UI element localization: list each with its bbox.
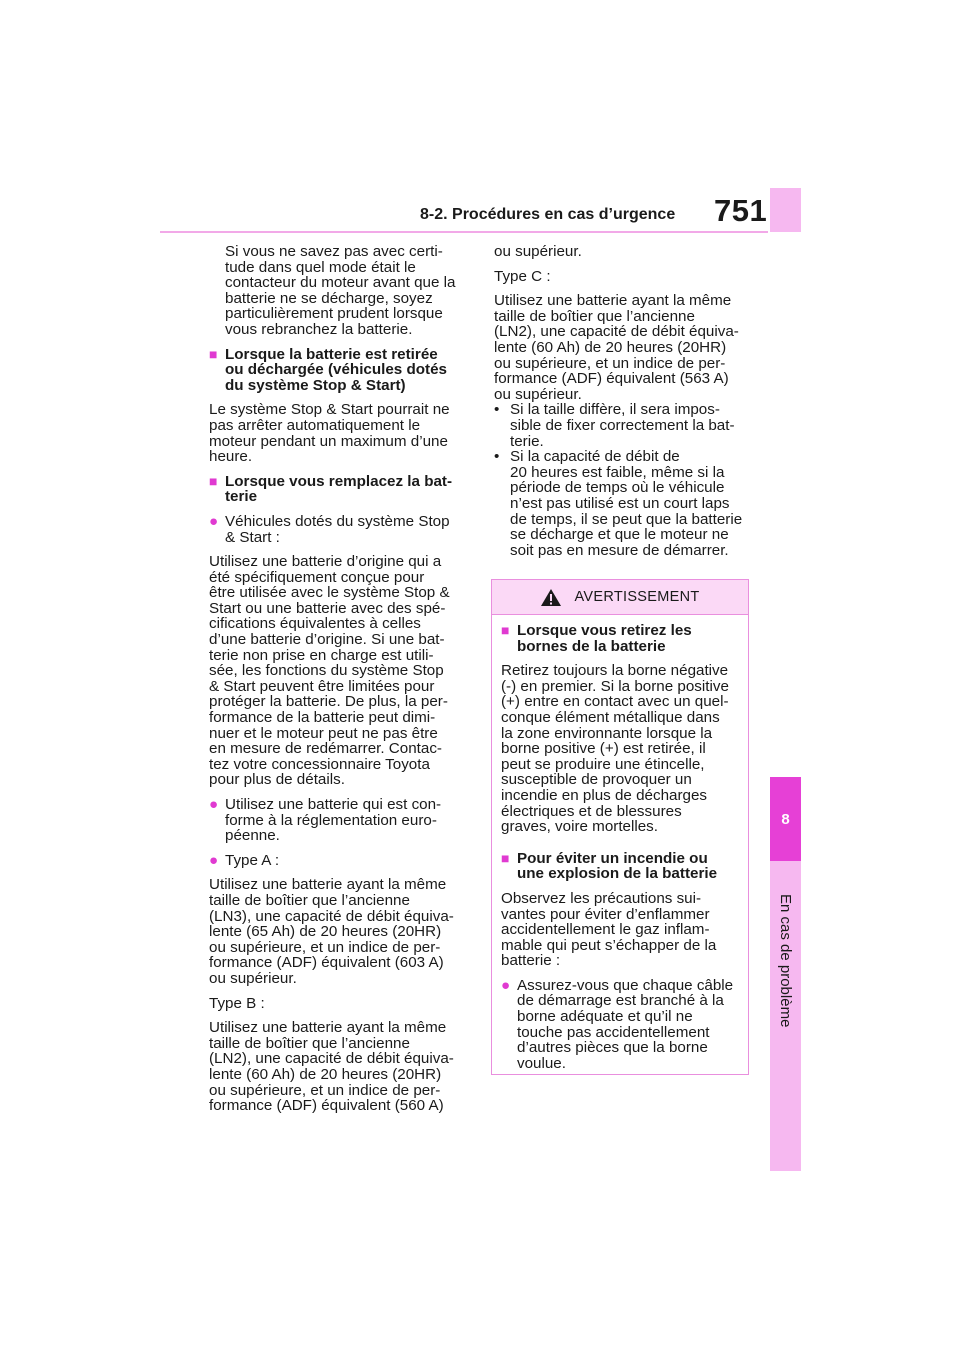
text-line: période de temps où le véhicule (510, 479, 725, 497)
text-line: Utilisez une batterie ayant la même (494, 292, 732, 310)
text-line: péenne. (225, 827, 280, 845)
text-line: mable qui peut s’échapper de la (501, 936, 717, 954)
chapter-title: En cas de problème (777, 894, 794, 1028)
text-line: de temps, il se peut que la batterie (510, 510, 743, 528)
chapter-side-tab (770, 861, 801, 1171)
section-title: 8-2. Procédures en cas d’urgence (420, 206, 676, 223)
text-line: vantes pour éviter d’enflammer (501, 905, 710, 923)
paragraph-type-c (494, 293, 756, 402)
warning-bullet-cables (501, 978, 738, 1072)
text-line: taille de boîtier que l’ancienne (209, 1034, 410, 1052)
text-line: formance de la batterie peut dimi- (209, 709, 436, 727)
text-line: sée, les fonctions du système Stop (209, 662, 444, 680)
text-line: borne adéquate et qu’il ne (517, 1008, 693, 1026)
text-line: formance (ADF) équivalent (560 A) (209, 1097, 444, 1115)
text-line: borne positive (+) est retirée, il (501, 740, 706, 758)
warning-paragraph-fire (501, 891, 738, 969)
text-line: (LN2), une capacité de débit équiva- (209, 1050, 454, 1068)
dot-bullet-icon: • (494, 448, 500, 466)
text-line: cifications équivalentes à celles (209, 615, 421, 633)
text-line: Observez les précautions sui- (501, 889, 702, 907)
text-line: terie. (510, 432, 544, 450)
circle-bullet-icon: ● (209, 512, 219, 530)
text-line: Utilisez une batterie ayant la même (209, 876, 447, 894)
text-line: graves, voire mortelles. (501, 818, 658, 836)
text-line: taille de boîtier que l’ancienne (209, 891, 410, 909)
text-line: en mesure de redémarrer. Contac- (209, 740, 442, 758)
text-line: (-) en premier. Si la borne positive (501, 677, 729, 695)
text-line: peut se produire une étincelle, (501, 755, 705, 773)
text-line: Utilisez une batterie qui est con- (225, 796, 442, 813)
text-line: nuer et le moteur peut ne pas être (209, 724, 438, 742)
text-line: formance (ADF) équivalent (603 A) (209, 954, 444, 972)
text-line: formance (ADF) équivalent (563 A) (494, 370, 729, 388)
side-tab-top (770, 188, 801, 232)
text-line: Pour éviter un incendie ou (517, 849, 708, 867)
text-line: batterie : (501, 952, 561, 970)
square-bullet-icon: ■ (209, 345, 218, 362)
text-line: Si la taille diffère, il sera impos- (510, 401, 720, 419)
text-line: & Start peuvent être limitées pour (209, 677, 435, 695)
text-line: Assurez-vous que chaque câble (517, 976, 734, 994)
text-line: électriques et de blessures (501, 802, 682, 820)
text-line: tez votre concessionnaire Toyota (209, 755, 430, 773)
text-line: bornes de la batterie (517, 637, 666, 655)
heading-replace-battery (209, 474, 471, 505)
text-line: taille de boîtier que l’ancienne (494, 307, 695, 325)
text-line: Si vous ne savez pas avec certi- (225, 243, 443, 260)
text-line: lente (65 Ah) de 20 heures (20HR) (209, 923, 442, 941)
warning-triangle-icon (540, 588, 562, 607)
circle-bullet-icon: ● (501, 976, 511, 994)
bullet-stop-start-vehicles (209, 514, 471, 545)
text-line: lente (60 Ah) de 20 heures (20HR) (494, 338, 727, 356)
chapter-title-wrap (770, 861, 801, 1061)
text-line: ou supérieur. (209, 969, 297, 987)
text-line: (LN3), une capacité de débit équiva- (209, 907, 454, 925)
text-line: vous rebranchez la batterie. (225, 320, 413, 338)
square-bullet-icon: ■ (209, 472, 218, 489)
type-b-label: Type B : (209, 994, 265, 1012)
type-a-label: Type A : (225, 851, 280, 869)
text-line: lente (60 Ah) de 20 heures (20HR) (209, 1065, 442, 1083)
right-column (494, 244, 756, 558)
text-line: (LN2), une capacité de débit équiva- (494, 323, 739, 341)
dot-item-size (494, 402, 756, 449)
chapter-number: 8 (781, 810, 790, 828)
text-line: n’est pas utilisé est un court laps (510, 494, 730, 512)
text-line: ou déchargée (véhicules dotés (225, 361, 447, 379)
circle-bullet-icon: ● (209, 851, 219, 869)
text-line: ou supérieur. (494, 385, 582, 403)
paragraph-type-a (209, 877, 471, 986)
text-line: Lorsque vous remplacez la bat- (225, 472, 453, 490)
text-line: touche pas accidentellement (517, 1023, 710, 1041)
continuation-line: ou supérieur. (494, 243, 582, 260)
text-line: Retirez toujours la borne négative (501, 662, 729, 680)
warning-header (492, 580, 748, 615)
text-line: Utilisez une batterie d’origine qui a (209, 553, 442, 571)
text-line: d’autres pièces que la borne (517, 1039, 708, 1057)
bullet-type-a (209, 853, 471, 869)
text-line: de démarrage est branché à la (517, 992, 724, 1010)
heading-battery-removed (209, 347, 471, 394)
text-line: la zone environnante lorsque la (501, 724, 713, 742)
intro-paragraph (209, 244, 471, 338)
text-line: voulue. (517, 1054, 566, 1072)
text-line: soit pas en mesure de démarrer. (510, 541, 729, 559)
text-line: incendie en plus de décharges (501, 786, 708, 804)
warning-title: AVERTISSEMENT (574, 589, 700, 605)
text-line: tude dans quel mode était le (225, 258, 416, 276)
warning-heading-fire (501, 851, 738, 882)
text-line: susceptible de provoquer un (501, 771, 692, 789)
dot-bullet-icon: • (494, 401, 500, 419)
text-line: Start ou une batterie avec des spé- (209, 599, 446, 617)
header-rule (160, 231, 768, 233)
type-c-label: Type C : (494, 267, 551, 285)
warning-box (491, 579, 749, 1075)
text-line: une explosion de la batterie (517, 865, 718, 883)
text-line: Lorsque vous retirez les (517, 622, 692, 639)
text-line: (+) entre en contact avec un quel- (501, 693, 729, 711)
text-line: d’une batterie d’origine. Si une bat- (209, 631, 445, 649)
text-line: forme à la réglementation euro- (225, 811, 437, 829)
text-line: 20 heures est faible, même si la (510, 463, 725, 481)
text-line: pour plus de détails. (209, 771, 345, 789)
chapter-number-tab (770, 777, 801, 861)
text-line: Le système Stop & Start pourrait ne (209, 401, 450, 419)
left-column (209, 244, 471, 1123)
warning-body (492, 615, 748, 1071)
text-line: ou supérieure, et un indice de per- (209, 938, 441, 956)
paragraph-type-b (209, 1020, 471, 1114)
text-line: pas arrêter automatiquement le (209, 416, 421, 434)
text-line: terie non prise en charge est utili- (209, 646, 434, 664)
text-line: conque élément métallique dans (501, 708, 720, 726)
text-line: contacteur du moteur avant que la (225, 274, 456, 292)
circle-bullet-icon: ● (209, 796, 219, 813)
text-line: Si la capacité de débit de (510, 448, 680, 466)
text-line: batterie ne se décharge, soyez (225, 289, 433, 307)
text-line: être utilisée avec le système Stop & (209, 584, 450, 602)
text-line: terie (225, 488, 258, 506)
text-line: du système Stop & Start) (225, 376, 406, 394)
text-line: été spécifiquement conçue pour (209, 568, 425, 586)
text-line: Véhicules dotés du système Stop (225, 512, 450, 530)
text-line: ou supérieure, et un indice de per- (209, 1081, 441, 1099)
warning-paragraph-terminals (501, 663, 738, 835)
text-line: & Start : (225, 528, 280, 546)
text-line: particulièrement prudent lorsque (225, 305, 443, 323)
square-bullet-icon: ■ (501, 622, 510, 638)
paragraph-stop-start (209, 402, 471, 464)
text-line: protéger la batterie. De plus, la per- (209, 693, 448, 711)
bullet-european-regulation (209, 797, 471, 844)
dot-item-capacity (494, 449, 756, 558)
text-line: heure. (209, 448, 253, 466)
paragraph-original-battery (209, 554, 471, 788)
text-line: se décharge et que le moteur ne (510, 526, 729, 544)
warning-heading-terminals (501, 623, 738, 654)
square-bullet-icon: ■ (501, 849, 510, 866)
page-number: 751 (714, 193, 768, 228)
text-line: ou supérieure, et un indice de per- (494, 354, 726, 372)
text-line: accidentellement le gaz inflam- (501, 921, 710, 939)
text-line: moteur pendant un maximum d’une (209, 432, 448, 450)
text-line: Lorsque la batterie est retirée (225, 345, 438, 363)
text-line: Utilisez une batterie ayant la même (209, 1019, 447, 1037)
text-line: sible de fixer correctement la bat- (510, 416, 735, 434)
